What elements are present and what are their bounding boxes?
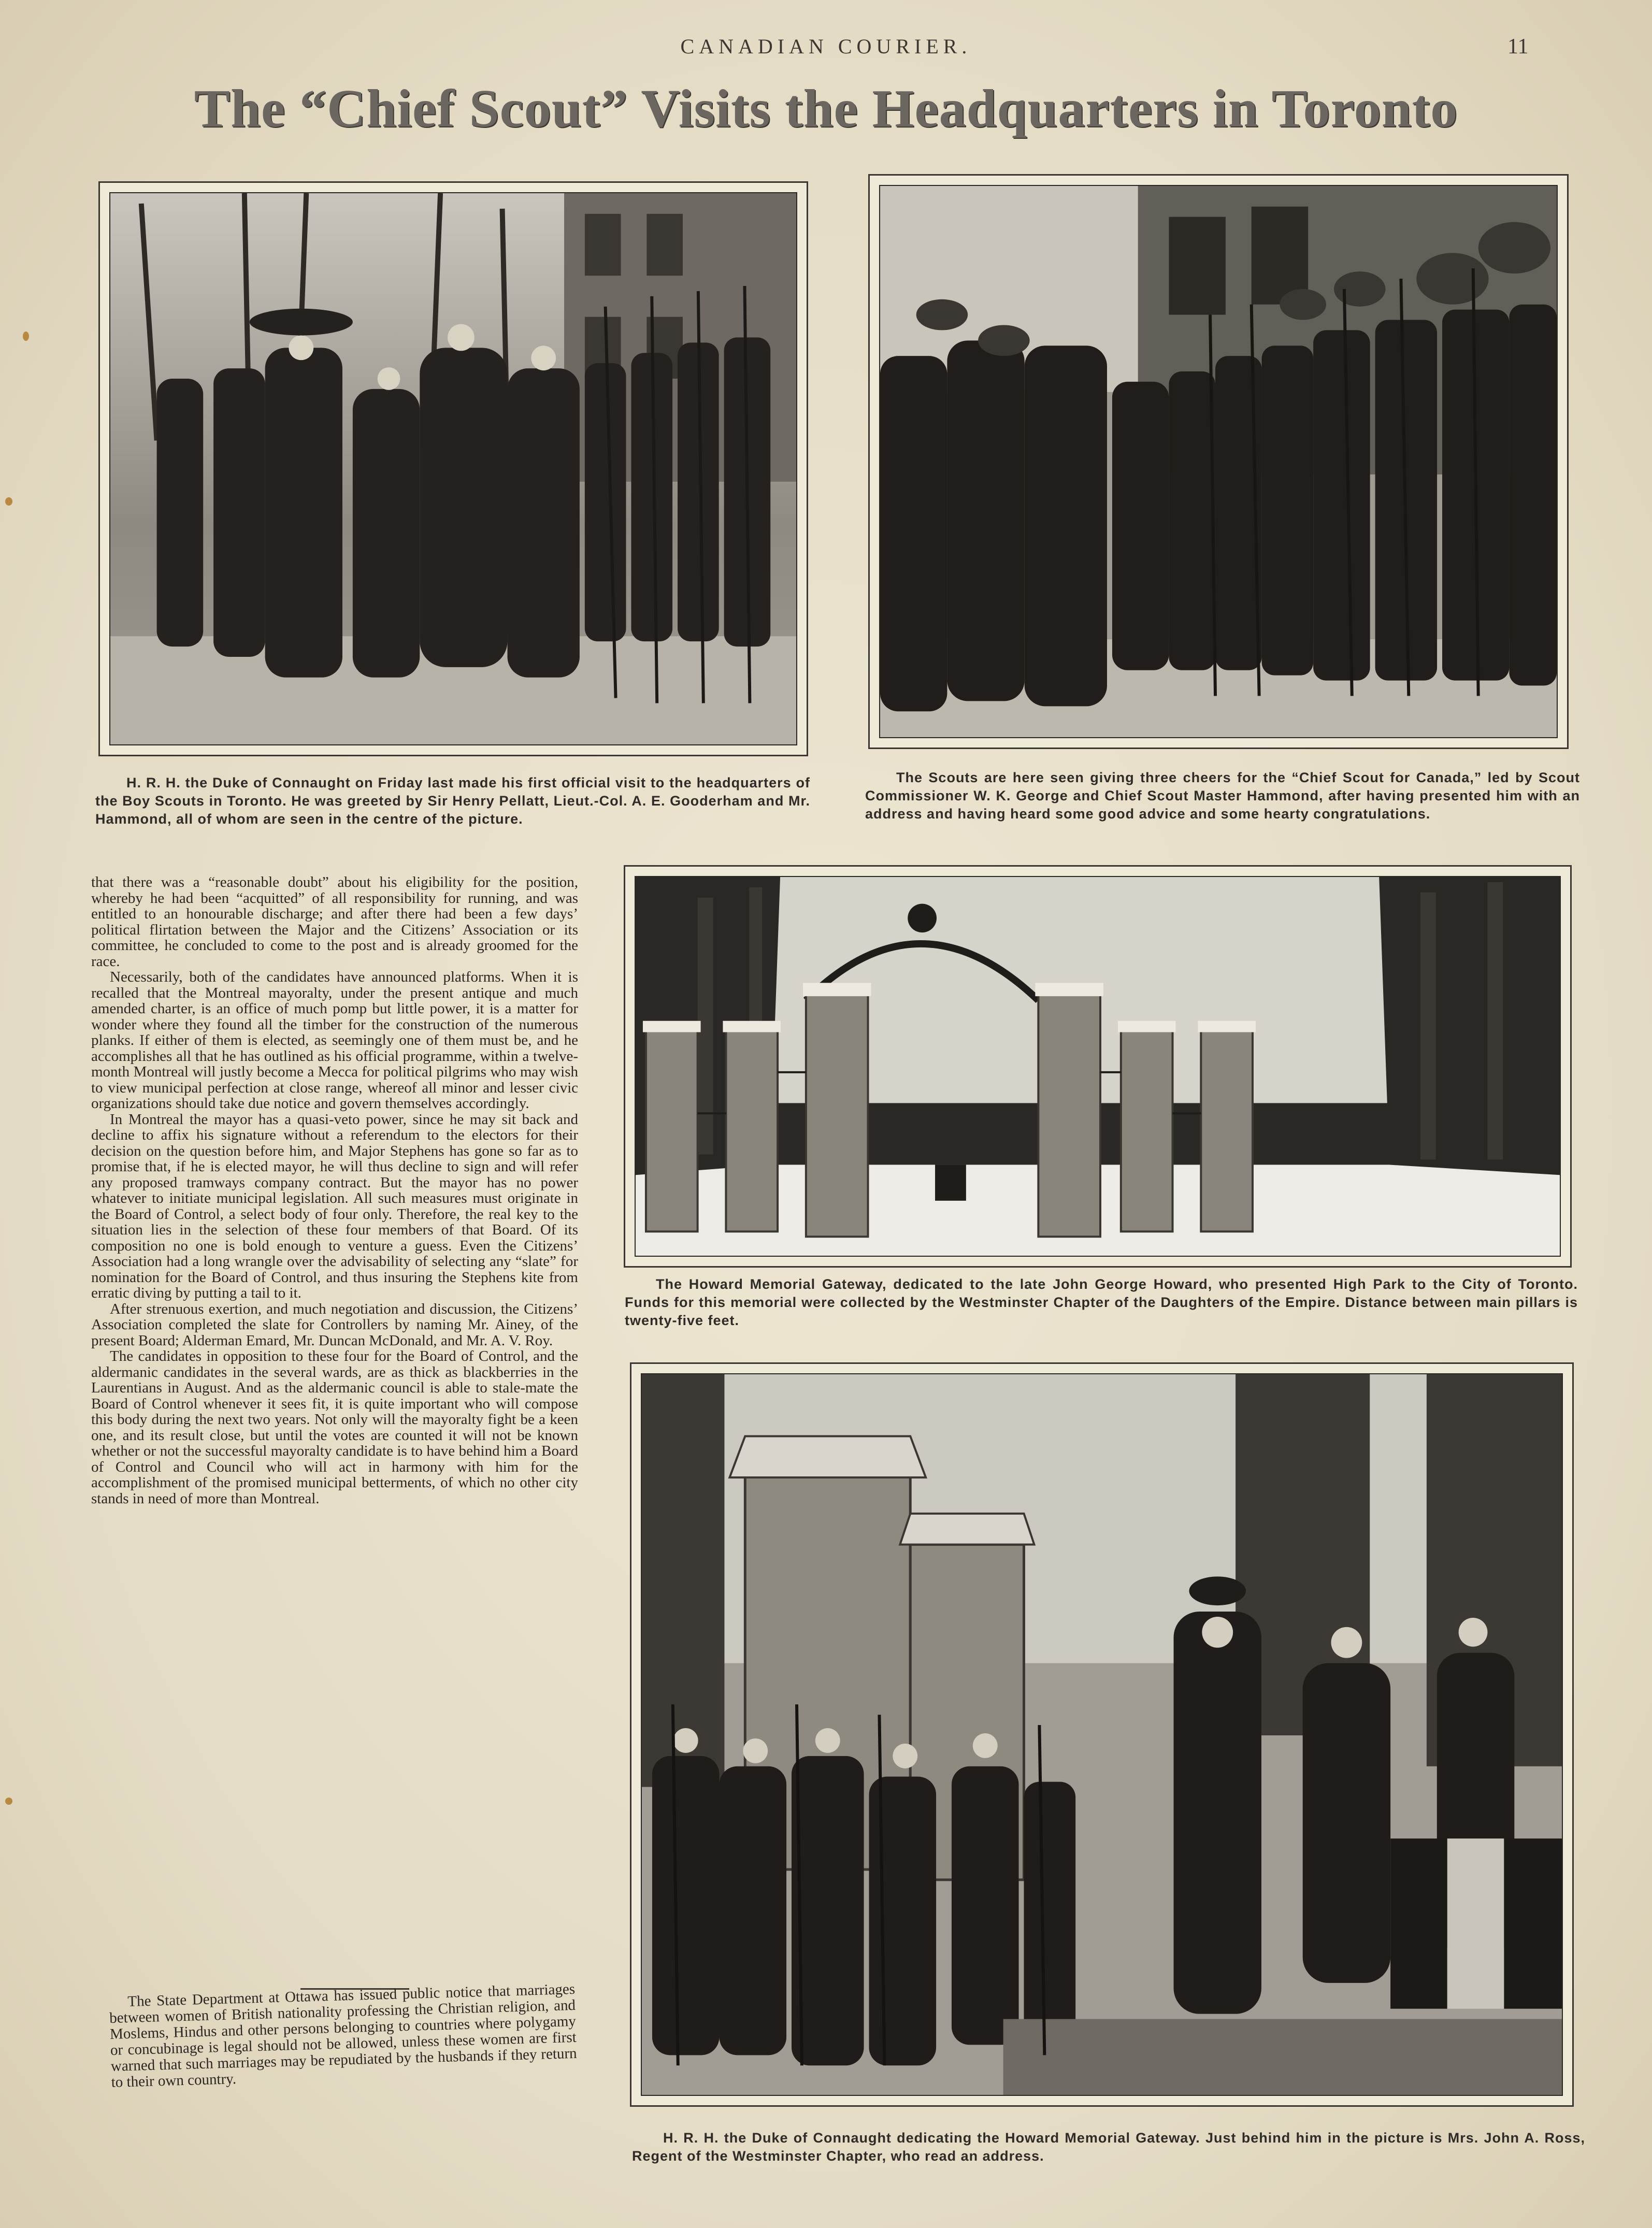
headline: The “Chief Scout” Visits the Headquarters in Toronto [194,79,1458,138]
caption-gateway: The Howard Memorial Gateway, dedicated to the late John George Howard, who presented High Park to the City of Toronto. Funds for this memorial were collected by the Westminster Chapter of the Daughters of the Empire. Distance between main pillars is twenty-five feet. [625,1276,1578,1328]
scouts-cheering-illustration [880,186,1557,737]
gateway-illustration [636,877,1560,1256]
article-column [91,874,578,1506]
page-number: 11 [1507,35,1529,59]
running-head: CANADIAN COURIER. [680,35,972,58]
photo-image [879,185,1558,738]
article-paragraph: Necessarily, both of the candidates have announced platforms. When it is recalled that the Montreal mayoralty, under the present antique and much amended charter, is an office of much pomp but little power, it is a matter for wonder where they found all the timber for the construction of the numerous planks. If either of them is elected, as seemingly one of them must be, and he accomplishes all that he has outlined as his official programme, within a twelve-month Montreal will justly become a Mecca for political pilgrims who may wish to view municipal perfection at close range, whereof all minor and lesser civic organizations should take due notice and govern themselves accordingly. [91,969,578,1112]
article-paragraph: The State Department at Ottawa has issued public notice that marriages between women of British nationality professing the Christian religion, and Moslems, Hindus and other persons belonging to countries where polygamy or concubinage is legal should not be allowed, unless these women are first warned that such marriages may be repudiated by the husbands if they return to their own country. [109,1980,577,2091]
scouts-greeting-illustration [110,193,796,744]
photo-three-cheers [868,174,1569,749]
article-paragraph: The candidates in opposition to these four for the Board of Control, and the aldermanic candidates in the several wards, are as thick as blackberries in the Laurentians in August. And as the aldermanic council is able to stale-mate the Board of Control whenever it sees fit, it is quite important who will compose this body during the next two years. Not only will the mayoralty fight be a keen one, and its result close, but until the votes are counted it will not be known whether or not the successful mayoralty candidate is to have behind him a Board of Control and Council who will act in harmony with him for the accomplishment of the promised municipal betterments, of which no other city stands in need of more than Montreal. [91,1348,578,1507]
caption-dedication: H. R. H. the Duke of Connaught dedicating the Howard Memorial Gateway. Just behind him in the picture is Mrs. John A. Ross, Regent of the Westminster Chapter, who read an address. [632,2130,1585,2164]
photo-dedication [630,1362,1574,2107]
state-department-note [109,1981,578,2091]
caption-three-cheers: The Scouts are here seen giving three cheers for the “Chief Scout for Canada,” led by Scout Commissioner W. K. George and Chief Scout Master Hammond, after having presented him with an address and having heard some good advice and some hearty congratulations. [865,770,1580,822]
photo-image [635,876,1561,1257]
article-paragraph: that there was a “reasonable doubt” about his eligibility for the position, whereby he had been “acquitted” of all responsibility for running, and was entitled to an honourable discharge; and after there had been a few days’ political flirtation between the Major and the Citizens’ Association or its committee, he concluded to come to the post and is already groomed for the race. [91,874,578,970]
photo-duke-visit [98,181,808,756]
caption-duke-visit: H. R. H. the Duke of Connaught on Friday last made his first official visit to the headquarters of the Boy Scouts in Toronto. He was greeted by Sir Henry Pellatt, Lieut.-Col. A. E. Gooderham and Mr. Hammond, all of whom are seen in the centre of the picture. [95,775,810,827]
photo-image [641,1373,1563,2096]
margin-mark [5,1798,12,1805]
margin-mark [5,497,12,506]
photo-image [109,192,797,745]
article-paragraph: In Montreal the mayor has a quasi-veto power, since he may sit back and decline to affix his signature without a referendum to the electors for their decision on the question before him, and Major Stephens has gone so far as to promise that, if he is elected mayor, he will thus decline to sign and will refer any proposed tramways company contract. But the mayor has no power whatever to initiate municipal legislation. All such measures must originate in the Board of Control, a select body of four only. Therefore, the real key to the situation lies in the selection of these four members of that Board. Of its composition no one is bold enough to venture a guess. Even the Citizens’ Association had a long wrangle over the advisability of selecting any “slate” for nomination for the Board of Control, and thus insuring the Stephens kite from erratic diving by putting a tail to it. [91,1111,578,1301]
margin-mark [23,332,29,341]
photo-gateway [624,865,1572,1268]
dedication-ceremony-illustration [642,1374,1562,2095]
article-paragraph: After strenuous exertion, and much negotiation and discussion, the Citizens’ Association completed the slate for Controllers by naming Mr. Ainey, of the present Board; Alderman Emard, Mr. Duncan McDonald, and Mr. A. V. Roy. [91,1300,578,1349]
